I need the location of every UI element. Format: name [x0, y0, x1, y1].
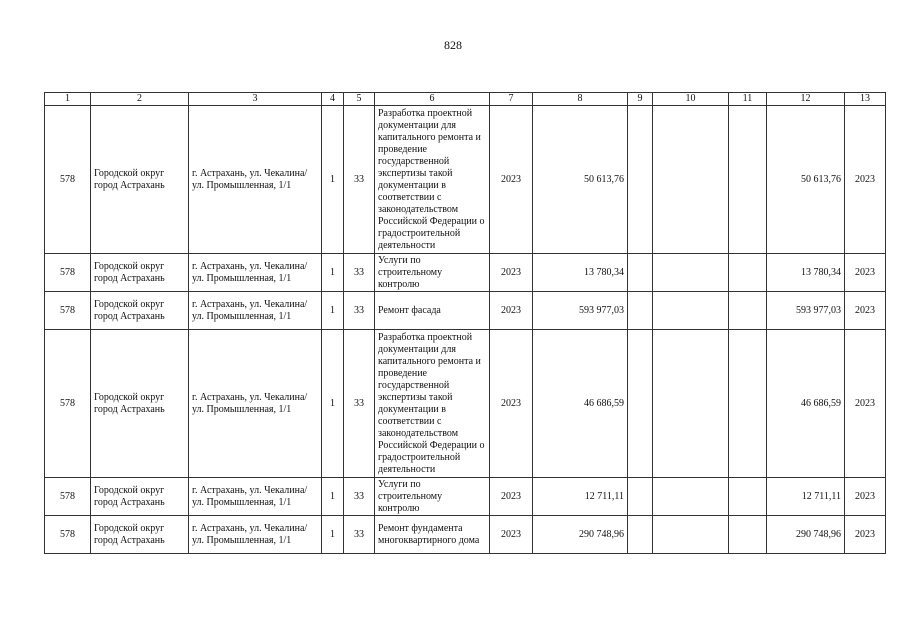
- table-cell-municipality: Городской округ город Астрахань: [91, 516, 189, 554]
- table-cell-address: г. Астрахань, ул. Чекалина/ ул. Промышленная, 1/1: [189, 330, 322, 478]
- table-cell-num: 578: [45, 292, 91, 330]
- table-cell-work: Услуги по строительному контролю: [375, 478, 490, 516]
- table-cell-c10: [653, 516, 729, 554]
- table-cell-c8: 12 711,11: [533, 478, 628, 516]
- column-header: 8: [533, 93, 628, 106]
- column-header: 1: [45, 93, 91, 106]
- column-header: 13: [845, 93, 886, 106]
- table-cell-address: г. Астрахань, ул. Чекалина/ ул. Промышленная, 1/1: [189, 516, 322, 554]
- table-cell-c4: 1: [322, 106, 344, 254]
- table-cell-c11: [729, 330, 767, 478]
- table-cell-c4: 1: [322, 478, 344, 516]
- column-header: 12: [767, 93, 845, 106]
- column-header: 4: [322, 93, 344, 106]
- table-cell-c13: 2023: [845, 330, 886, 478]
- table-cell-c12: 593 977,03: [767, 292, 845, 330]
- table-row: [45, 106, 886, 254]
- table-row: [45, 330, 886, 478]
- table-cell-year: 2023: [490, 292, 533, 330]
- table-cell-municipality: Городской округ город Астрахань: [91, 330, 189, 478]
- table-cell-c10: [653, 254, 729, 292]
- table-cell-c8: 50 613,76: [533, 106, 628, 254]
- table-cell-work: Услуги по строительному контролю: [375, 254, 490, 292]
- table-cell-municipality: Городской округ город Астрахань: [91, 106, 189, 254]
- table-cell-num: 578: [45, 254, 91, 292]
- table-cell-c10: [653, 106, 729, 254]
- table-cell-year: 2023: [490, 254, 533, 292]
- table-cell-c11: [729, 106, 767, 254]
- table-cell-c12: 290 748,96: [767, 516, 845, 554]
- column-header: 7: [490, 93, 533, 106]
- column-header: 5: [344, 93, 375, 106]
- table-cell-c13: 2023: [845, 254, 886, 292]
- table-cell-c9: [628, 106, 653, 254]
- table-cell-c9: [628, 292, 653, 330]
- header-row: [45, 93, 886, 106]
- table-cell-c10: [653, 292, 729, 330]
- column-header: 3: [189, 93, 322, 106]
- table-cell-c8: 13 780,34: [533, 254, 628, 292]
- table-cell-work: Разработка проектной документации для капитального ремонта и проведение государственной экспертизы такой документации в соответствии с законодательством Российской Федерации о градостроительной деятельности: [375, 330, 490, 478]
- table-row: [45, 516, 886, 554]
- table-cell-c4: 1: [322, 292, 344, 330]
- table-cell-c5: 33: [344, 516, 375, 554]
- table-cell-address: г. Астрахань, ул. Чекалина/ ул. Промышленная, 1/1: [189, 106, 322, 254]
- table-cell-year: 2023: [490, 478, 533, 516]
- table-cell-c4: 1: [322, 330, 344, 478]
- table-cell-c9: [628, 254, 653, 292]
- table-cell-c9: [628, 478, 653, 516]
- table-cell-c5: 33: [344, 106, 375, 254]
- table-cell-work: Ремонт фундамента многоквартирного дома: [375, 516, 490, 554]
- table-row: [45, 478, 886, 516]
- table-cell-c4: 1: [322, 254, 344, 292]
- table-cell-address: г. Астрахань, ул. Чекалина/ ул. Промышленная, 1/1: [189, 478, 322, 516]
- table-cell-num: 578: [45, 516, 91, 554]
- table-cell-address: г. Астрахань, ул. Чекалина/ ул. Промышленная, 1/1: [189, 254, 322, 292]
- table-cell-c11: [729, 254, 767, 292]
- table-cell-c8: 593 977,03: [533, 292, 628, 330]
- table-cell-c12: 13 780,34: [767, 254, 845, 292]
- table-cell-c5: 33: [344, 330, 375, 478]
- table-cell-c10: [653, 478, 729, 516]
- table-cell-c12: 50 613,76: [767, 106, 845, 254]
- table-cell-num: 578: [45, 106, 91, 254]
- table-cell-c5: 33: [344, 254, 375, 292]
- repair-schedule-table: [44, 92, 886, 554]
- table-cell-year: 2023: [490, 516, 533, 554]
- column-header: 11: [729, 93, 767, 106]
- table-cell-c13: 2023: [845, 292, 886, 330]
- table-cell-c13: 2023: [845, 516, 886, 554]
- table-cell-c8: 46 686,59: [533, 330, 628, 478]
- table-cell-c4: 1: [322, 516, 344, 554]
- table-cell-c10: [653, 330, 729, 478]
- table-cell-c5: 33: [344, 478, 375, 516]
- table-cell-year: 2023: [490, 106, 533, 254]
- table-cell-num: 578: [45, 478, 91, 516]
- table-cell-c12: 12 711,11: [767, 478, 845, 516]
- table-row: [45, 292, 886, 330]
- table-row: [45, 254, 886, 292]
- table-cell-c9: [628, 330, 653, 478]
- table-cell-c13: 2023: [845, 478, 886, 516]
- table-cell-work: Разработка проектной документации для капитального ремонта и проведение государственной экспертизы такой документации в соответствии с законодательством Российской Федерации о градостроительной деятельности: [375, 106, 490, 254]
- table-cell-year: 2023: [490, 330, 533, 478]
- column-header: 6: [375, 93, 490, 106]
- table-cell-c13: 2023: [845, 106, 886, 254]
- table-cell-num: 578: [45, 330, 91, 478]
- table-cell-work: Ремонт фасада: [375, 292, 490, 330]
- table-cell-address: г. Астрахань, ул. Чекалина/ ул. Промышленная, 1/1: [189, 292, 322, 330]
- table-cell-c9: [628, 516, 653, 554]
- table-cell-c8: 290 748,96: [533, 516, 628, 554]
- table-cell-c12: 46 686,59: [767, 330, 845, 478]
- table-cell-c11: [729, 516, 767, 554]
- table-cell-municipality: Городской округ город Астрахань: [91, 254, 189, 292]
- table-cell-c11: [729, 292, 767, 330]
- table-cell-c5: 33: [344, 292, 375, 330]
- column-header: 2: [91, 93, 189, 106]
- table-cell-municipality: Городской округ город Астрахань: [91, 292, 189, 330]
- table-cell-c11: [729, 478, 767, 516]
- column-header: 10: [653, 93, 729, 106]
- column-header: 9: [628, 93, 653, 106]
- page-number: 828: [444, 38, 462, 52]
- table-cell-municipality: Городской округ город Астрахань: [91, 478, 189, 516]
